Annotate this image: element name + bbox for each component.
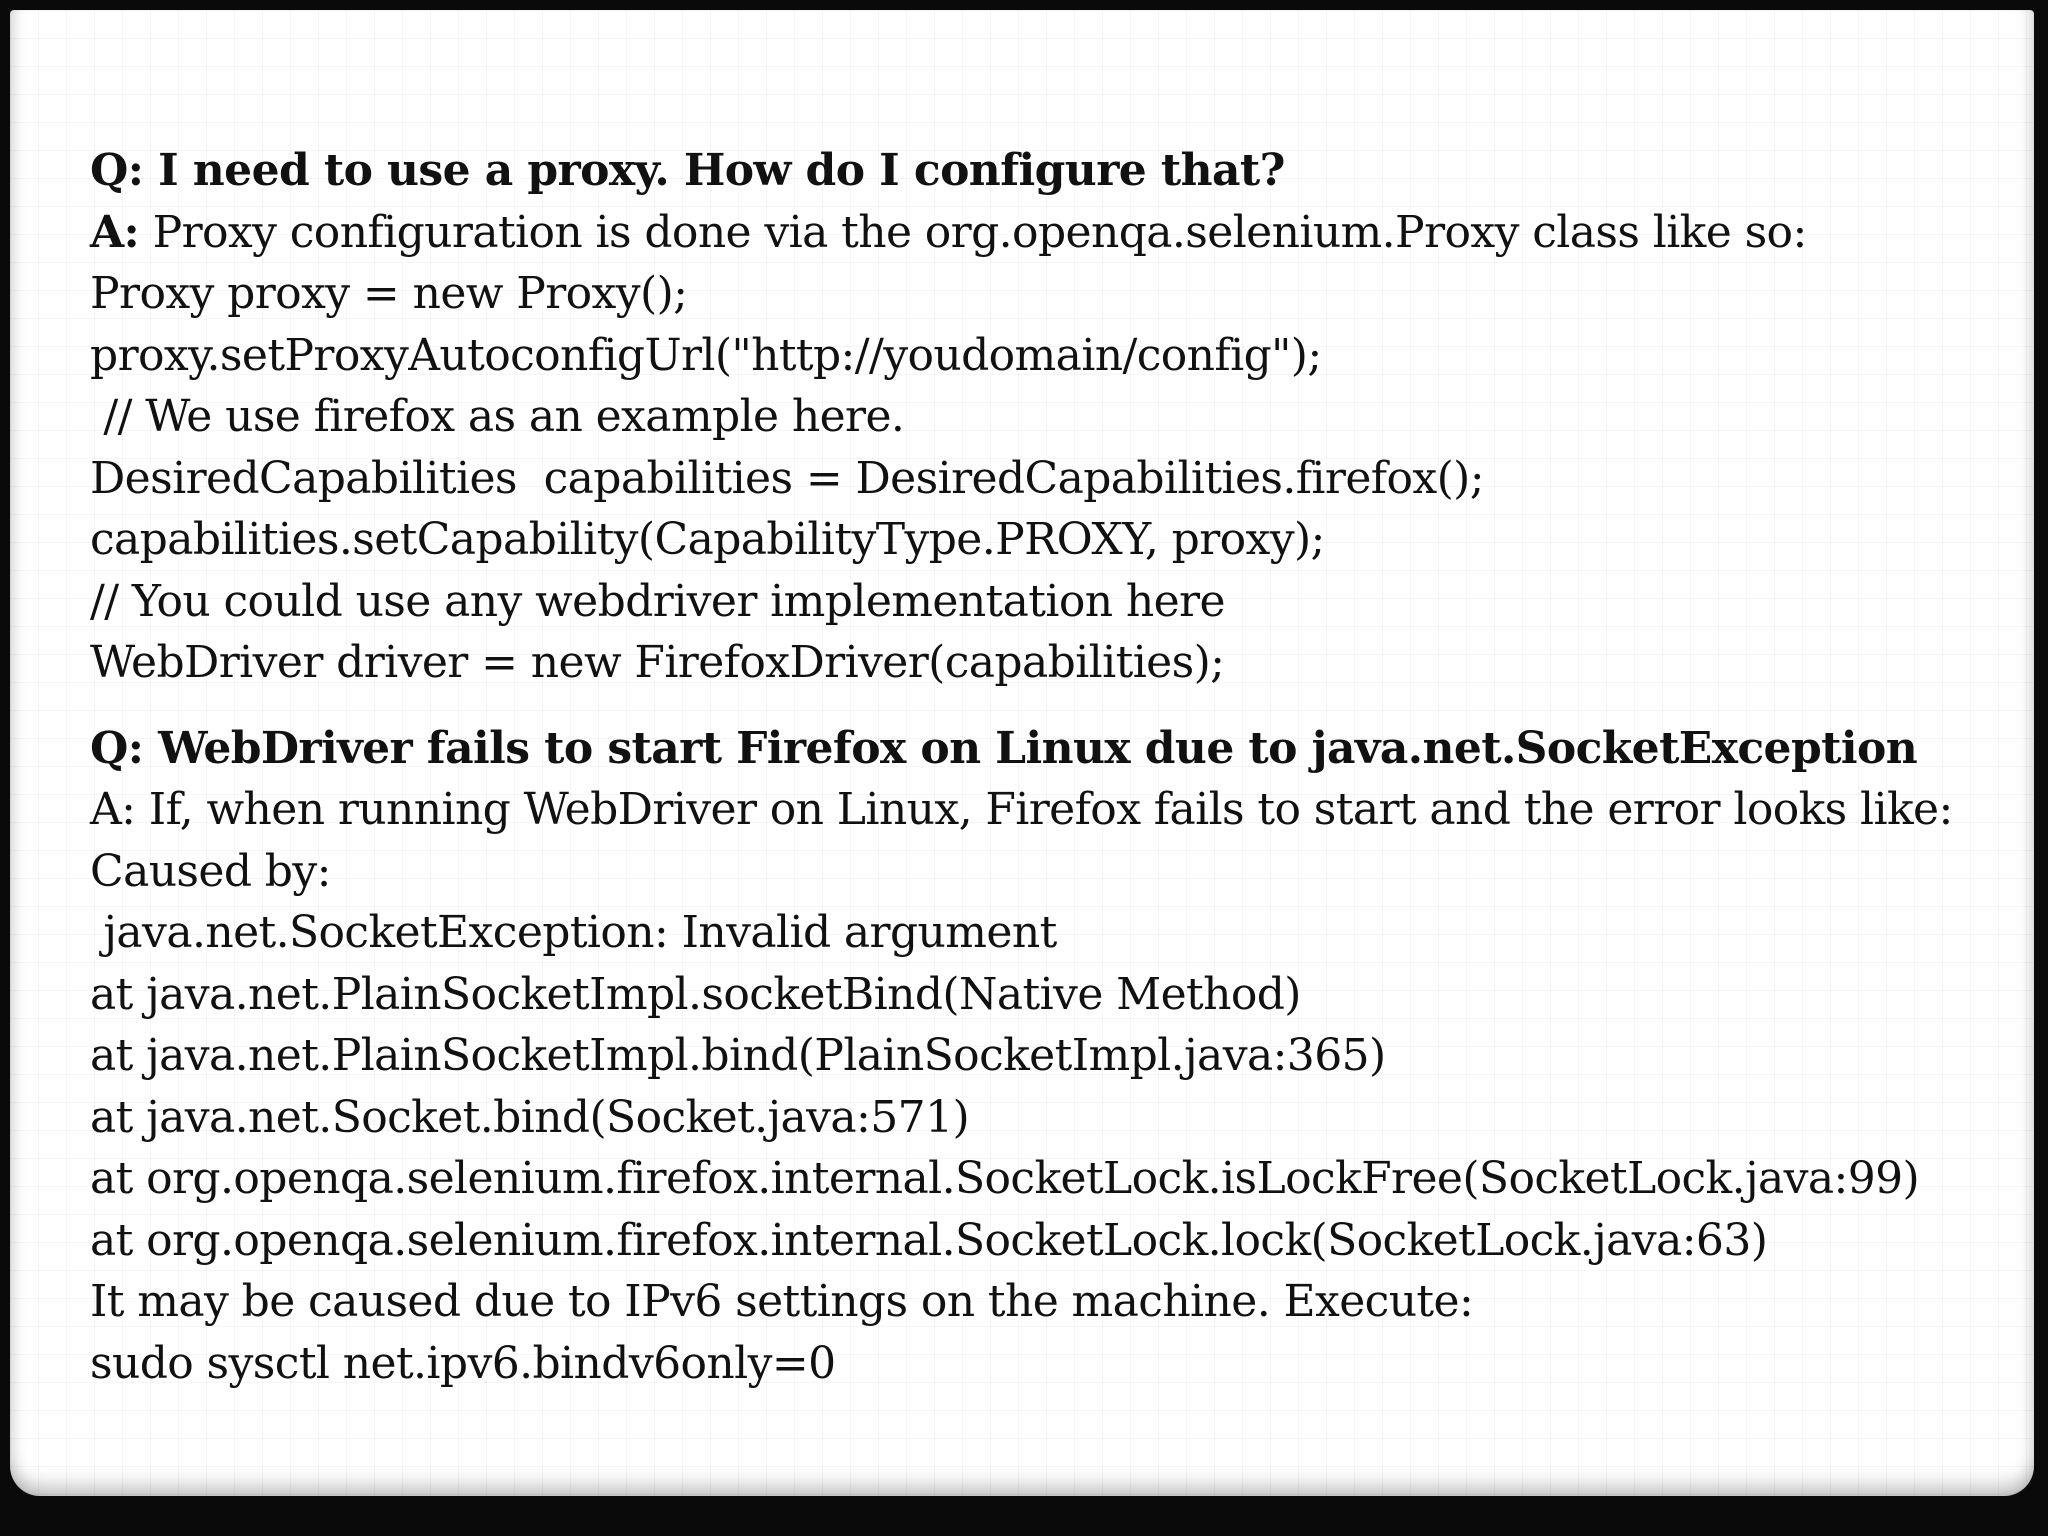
question-proxy: Q: I need to use a proxy. How do I configure that? xyxy=(90,145,1285,196)
answer-line: at java.net.PlainSocketImpl.socketBind(Native Method) xyxy=(90,968,1301,1020)
answer-proxy xyxy=(90,202,2020,264)
answer-line: It may be caused due to IPv6 settings on the machine. Execute: xyxy=(90,1276,1474,1327)
question-socket-exception: Q: WebDriver fails to start Firefox on Linux due to java.net.SocketException xyxy=(90,722,1918,774)
code-line: WebDriver driver = new FirefoxDriver(capabilities); xyxy=(90,637,1225,688)
slide xyxy=(10,10,2034,1496)
code-line: DesiredCapabilities capabilities = DesiredCapabilities.firefox(); xyxy=(90,452,1484,504)
answer-line: at org.openqa.selenium.firefox.internal.SocketLock.lock(SocketLock.java:63) xyxy=(90,1214,1768,1266)
answer-line: at java.net.Socket.bind(Socket.java:571) xyxy=(90,1091,970,1143)
section-gap xyxy=(90,694,2020,718)
code-line: capabilities.setCapability(CapabilityType.PROXY, proxy); xyxy=(90,514,1325,565)
slide-content xyxy=(90,140,2020,1394)
code-line: Proxy proxy = new Proxy(); xyxy=(90,268,688,319)
answer-text: Proxy configuration is done via the org.openqa.selenium.Proxy class like so: xyxy=(139,206,1807,258)
code-line: proxy.setProxyAutoconfigUrl("http://youdomain/config"); xyxy=(90,329,1322,381)
answer-line: at java.net.PlainSocketImpl.bind(PlainSocketImpl.java:365) xyxy=(90,1030,1386,1081)
code-line: // You could use any webdriver implementation here xyxy=(90,575,1225,627)
answer-line: Caused by: xyxy=(90,845,331,897)
code-line: // We use firefox as an example here. xyxy=(90,391,905,442)
answer-prefix: A: xyxy=(90,206,140,258)
answer-line: sudo sysctl net.ipv6.bindv6only=0 xyxy=(90,1337,836,1389)
answer-line: at org.openqa.selenium.firefox.internal.SocketLock.isLockFree(SocketLock.java:99) xyxy=(90,1153,1920,1204)
answer-line: java.net.SocketException: Invalid argument xyxy=(90,907,1057,958)
answer-line: A: If, when running WebDriver on Linux, Firefox fails to start and the error looks like: xyxy=(90,784,1953,835)
